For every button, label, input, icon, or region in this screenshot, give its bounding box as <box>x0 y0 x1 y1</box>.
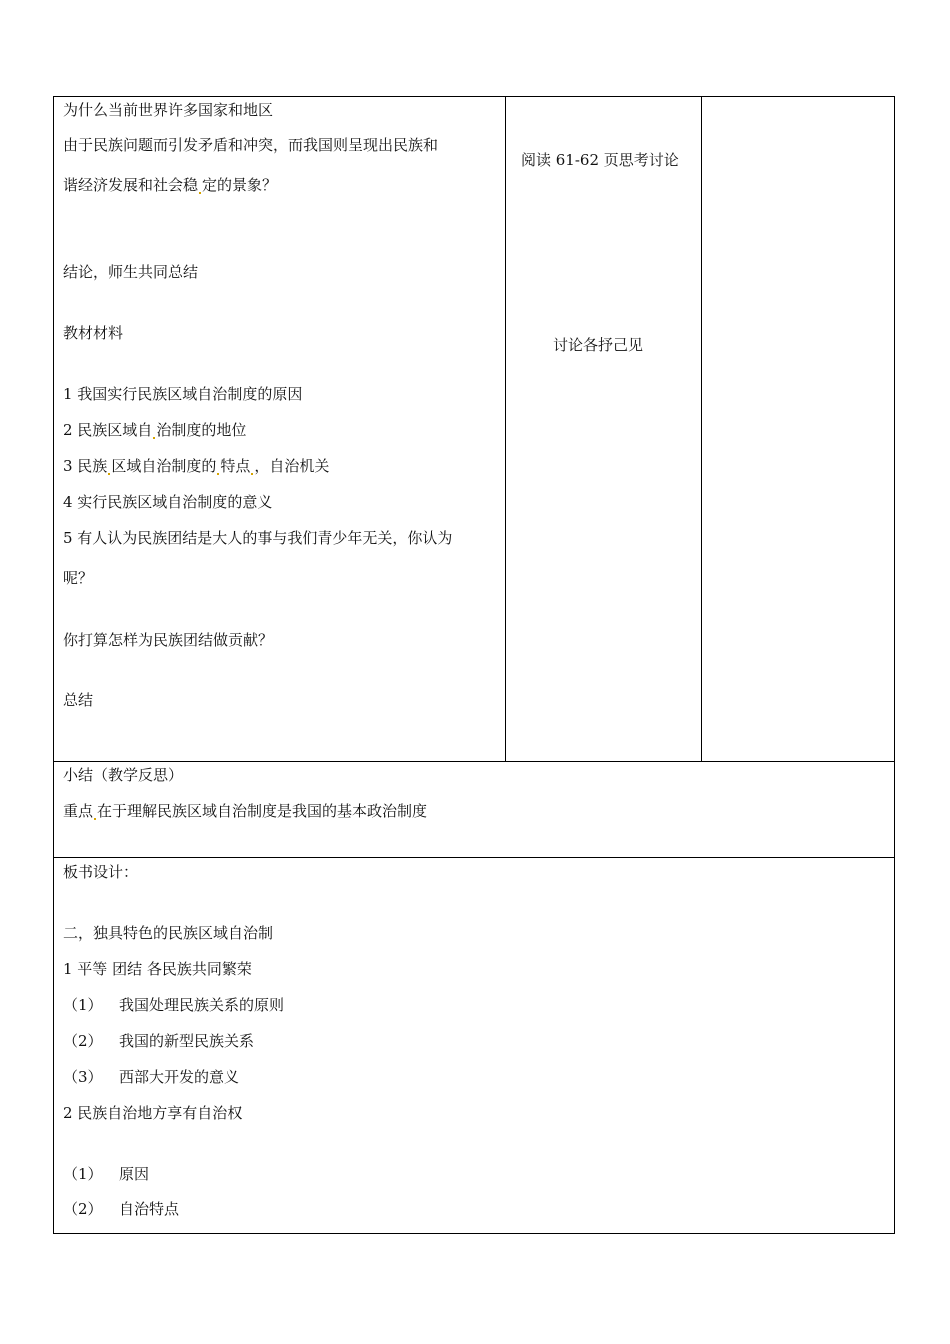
row-divider-1 <box>54 761 894 762</box>
left-line-1: 为什么当前世界许多国家和地区 <box>63 101 274 119</box>
board-point-2: 2 民族自治地方享有自治权 <box>63 1104 243 1122</box>
board-title: 板书设计： <box>63 863 139 881</box>
item-3 <box>63 457 329 475</box>
sub-text: 我国处理民族关系的原则 <box>119 996 285 1014</box>
item-5-cont: 呢？ <box>63 569 94 587</box>
board-sub-5 <box>63 1200 179 1218</box>
sub-number: （1） <box>63 1165 103 1183</box>
reflection-text-a: 重点 <box>63 802 94 820</box>
revision-mark <box>94 818 96 820</box>
board-point-1: 1 平等 团结 各民族共同繁荣 <box>63 960 252 978</box>
board-sub-4 <box>63 1165 149 1183</box>
question-text: 你打算怎样为民族团结做贡献？ <box>63 631 274 649</box>
item-3c: 特点 <box>220 457 251 475</box>
item-1: 1 我国实行民族区域自治制度的原因 <box>63 385 303 403</box>
reflection-text <box>63 802 427 820</box>
board-heading: 二，独具特色的民族区域自治制 <box>63 924 274 942</box>
material-text: 教材材料 <box>63 324 124 342</box>
board-sub-3 <box>63 1068 239 1086</box>
item-5: 5 有人认为民族团结是大人的事与我们青少年无关，你认为 <box>63 529 453 547</box>
item-3d: ，自治机关 <box>254 457 330 475</box>
left-line-3b: 定的景象？ <box>202 176 278 194</box>
reading-text: 阅读 61-62 页思考讨论 <box>521 151 679 169</box>
item-4: 4 实行民族区域自治制度的意义 <box>63 493 273 511</box>
reflection-text-b: 在于理解民族区域自治制度是我国的基本政治制度 <box>97 802 428 820</box>
sub-text: 原因 <box>119 1165 150 1183</box>
sub-number: （1） <box>63 996 103 1014</box>
row-divider-2 <box>54 857 894 858</box>
conclusion-text: 结论，师生共同总结 <box>63 263 199 281</box>
revision-mark <box>199 192 201 194</box>
summary-text: 总结 <box>63 691 94 709</box>
item-2a: 2 民族区域自 <box>63 421 153 439</box>
board-sub-2 <box>63 1032 254 1050</box>
column-divider-1 <box>505 97 506 761</box>
discussion-text: 讨论各抒己见 <box>553 336 644 354</box>
board-sub-1 <box>63 996 284 1014</box>
sub-number: （2） <box>63 1032 103 1050</box>
left-line-3a: 谐经济发展和社会稳 <box>63 176 199 194</box>
sub-number: （3） <box>63 1068 103 1086</box>
item-2b: 治制度的地位 <box>156 421 247 439</box>
left-line-3 <box>63 176 277 194</box>
sub-text: 自治特点 <box>119 1200 180 1218</box>
sub-number: （2） <box>63 1200 103 1218</box>
item-3b: 区域自治制度的 <box>111 457 217 475</box>
item-2 <box>63 421 246 439</box>
left-line-2: 由于民族问题而引发矛盾和冲突，而我国则呈现出民族和 <box>63 136 439 154</box>
sub-text: 西部大开发的意义 <box>119 1068 240 1086</box>
revision-mark <box>108 473 110 475</box>
item-3a: 3 民族 <box>63 457 108 475</box>
revision-mark <box>153 437 155 439</box>
column-divider-2 <box>701 97 702 761</box>
reflection-title: 小结（教学反思） <box>63 766 184 784</box>
sub-text: 我国的新型民族关系 <box>119 1032 255 1050</box>
